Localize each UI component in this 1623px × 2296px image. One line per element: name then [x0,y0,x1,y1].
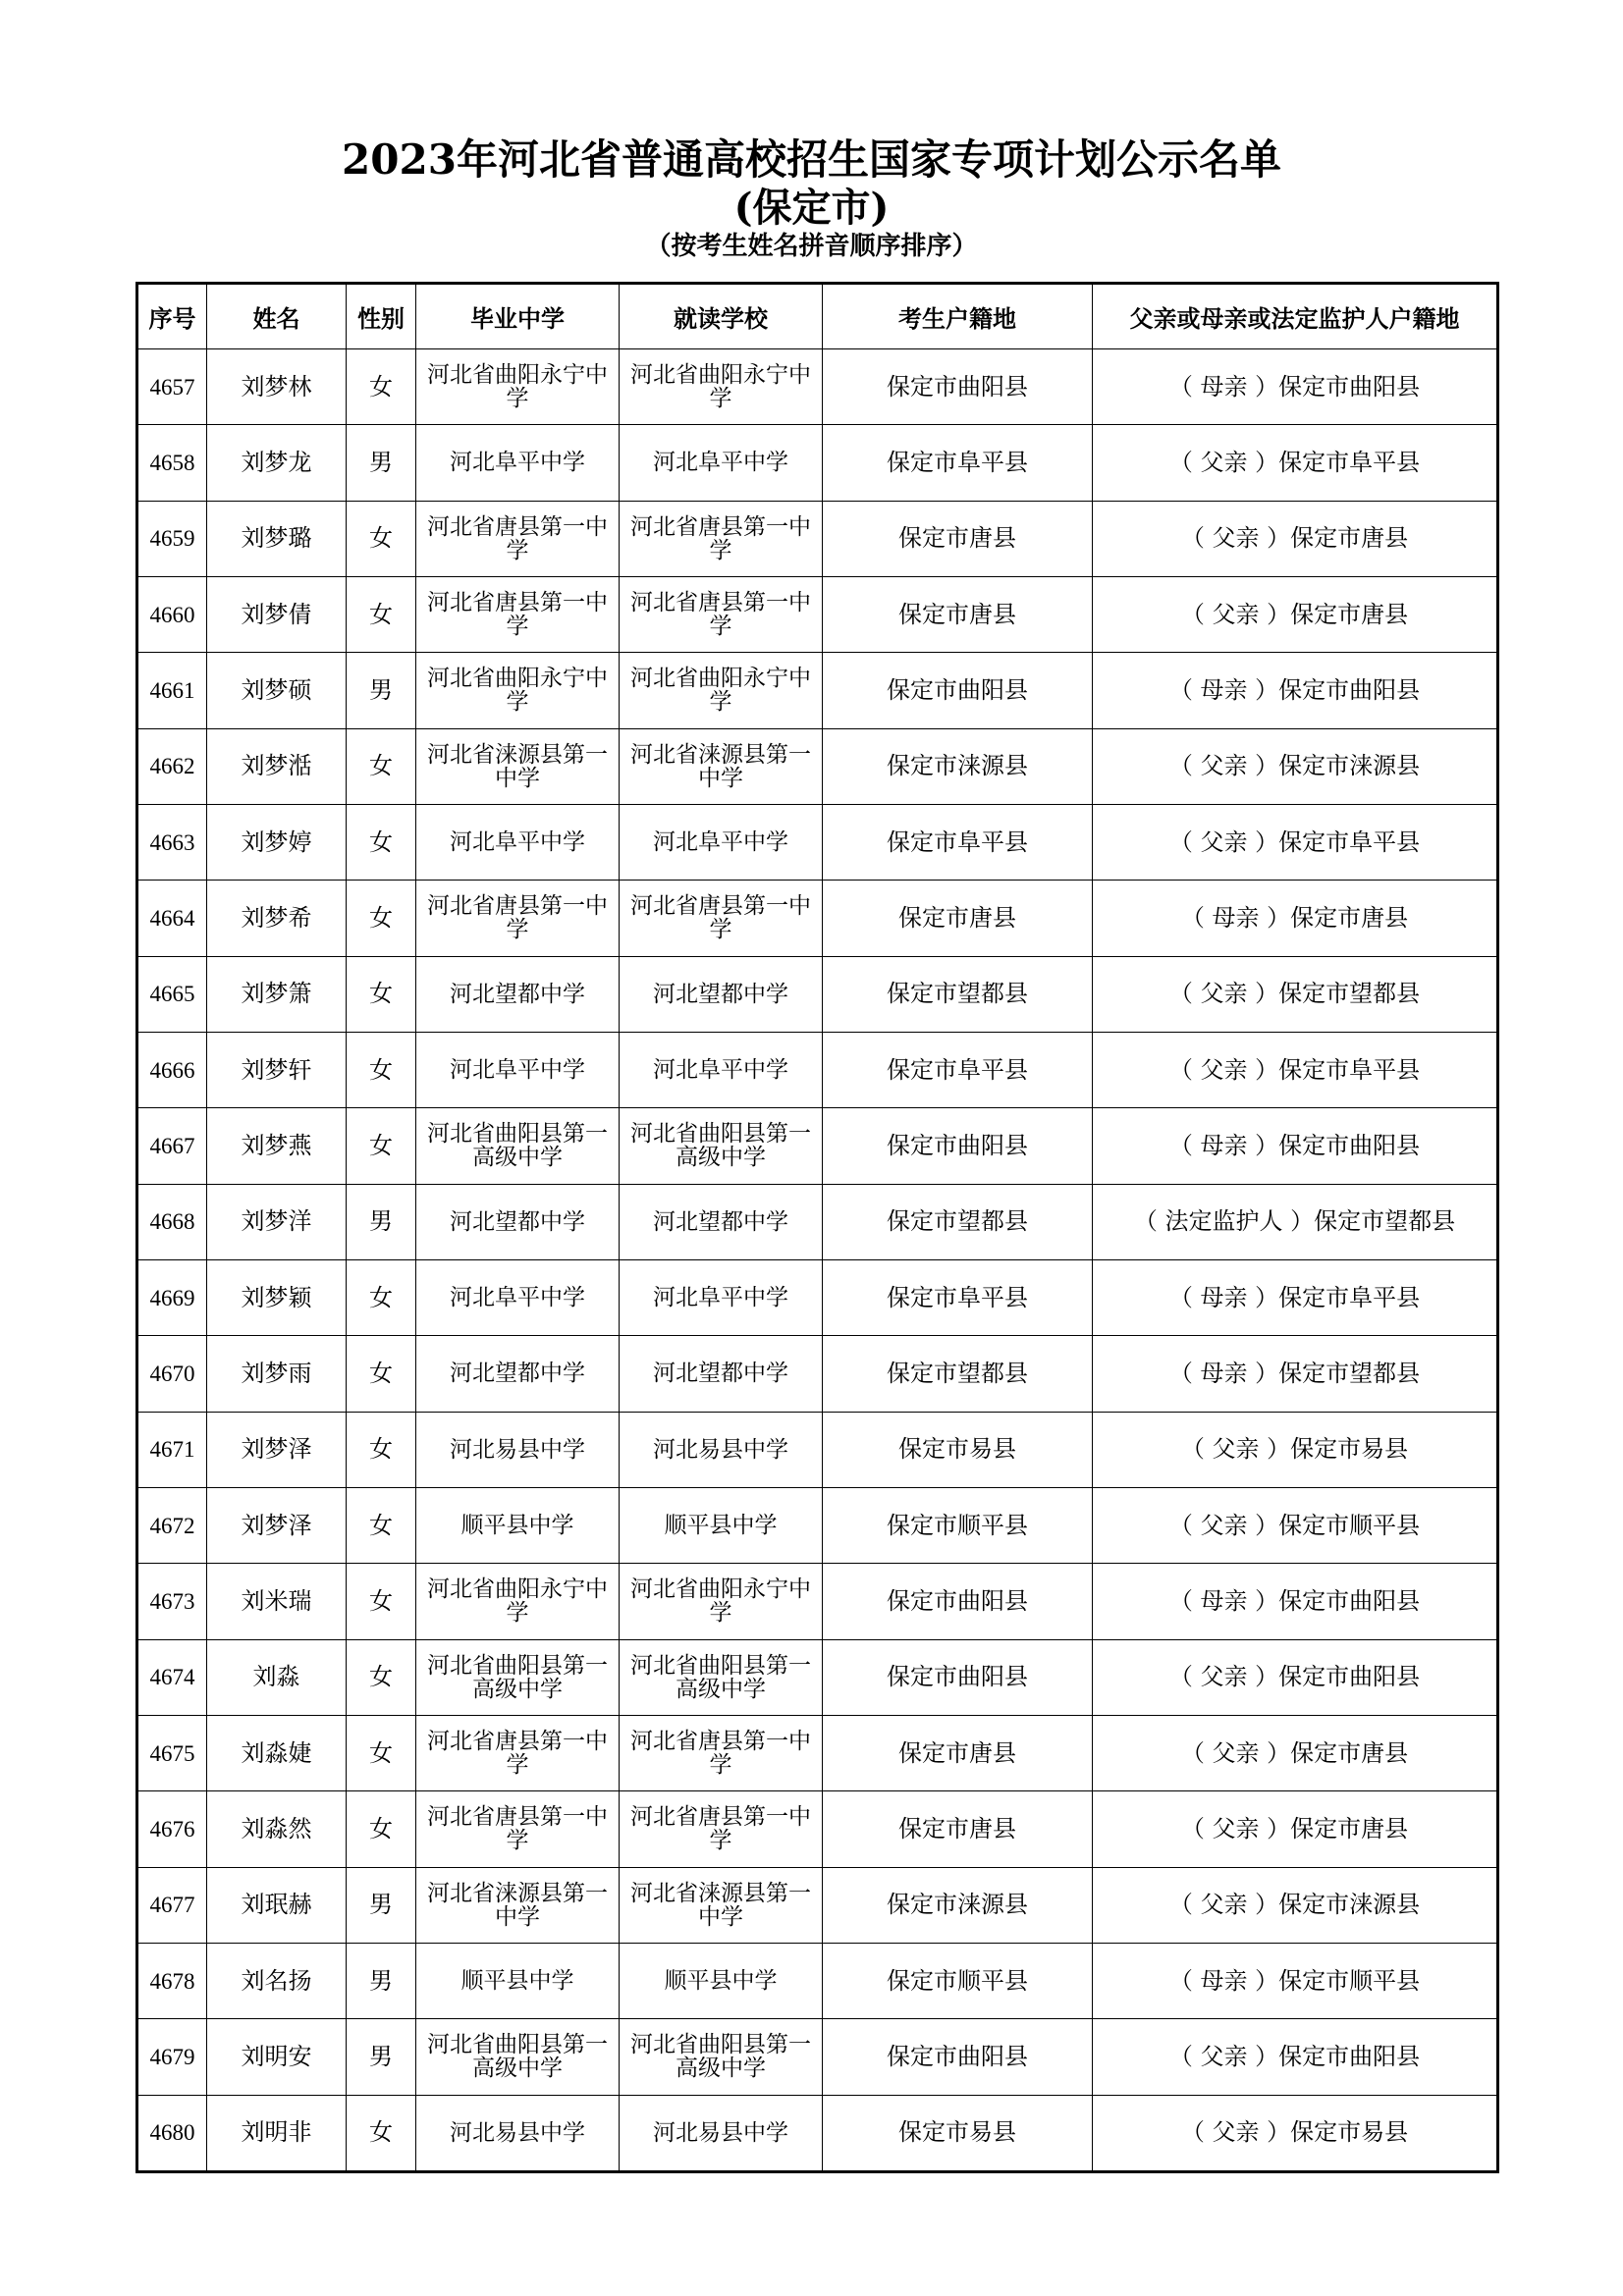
cell-name: 刘梦泽 [207,1487,347,1563]
cell-seq: 4670 [137,1336,207,1412]
cell-seq: 4674 [137,1639,207,1715]
cell-gender: 女 [347,728,416,804]
cell-guardian-registration: （ 父亲 ）保定市曲阳县 [1093,1639,1498,1715]
cell-seq: 4659 [137,501,207,576]
table-row [137,1336,1498,1412]
table-header-row [137,284,1498,349]
cell-gender: 女 [347,1791,416,1867]
cell-name: 刘梦泽 [207,1412,347,1487]
cell-name: 刘梦璐 [207,501,347,576]
cell-current-school: 河北易县中学 [620,2095,823,2171]
table-row [137,501,1498,576]
cell-household-registration: 保定市唐县 [823,1715,1093,1790]
cell-current-school: 河北省曲阳永宁中学 [620,653,823,728]
header-guardian-registration: 父亲或母亲或法定监护人户籍地 [1093,284,1498,349]
cell-guardian-registration: （ 父亲 ）保定市易县 [1093,2095,1498,2171]
cell-guardian-registration: （ 母亲 ）保定市曲阳县 [1093,1108,1498,1184]
cell-name: 刘梦颖 [207,1259,347,1335]
cell-guardian-registration: （ 母亲 ）保定市唐县 [1093,881,1498,956]
cell-name: 刘梦洋 [207,1184,347,1259]
cell-gender: 女 [347,1564,416,1639]
cell-current-school: 顺平县中学 [620,1487,823,1563]
cell-graduation-school: 河北省涞源县第一中学 [416,1867,620,1943]
cell-current-school: 河北望都中学 [620,956,823,1032]
cell-seq: 4661 [137,653,207,728]
cell-household-registration: 保定市曲阳县 [823,1108,1093,1184]
table-row [137,728,1498,804]
cell-name: 刘淼然 [207,1791,347,1867]
table-row [137,1715,1498,1790]
cell-gender: 女 [347,1412,416,1487]
cell-gender: 女 [347,804,416,880]
cell-seq: 4676 [137,1791,207,1867]
cell-household-registration: 保定市唐县 [823,1791,1093,1867]
table-row [137,1943,1498,2018]
table-row [137,804,1498,880]
cell-current-school: 河北省唐县第一中学 [620,1791,823,1867]
header-seq: 序号 [137,284,207,349]
table-row [137,1412,1498,1487]
cell-name: 刘梦湉 [207,728,347,804]
header-current-school: 就读学校 [620,284,823,349]
cell-current-school: 河北望都中学 [620,1336,823,1412]
cell-graduation-school: 河北省涞源县第一中学 [416,728,620,804]
cell-name: 刘梦雨 [207,1336,347,1412]
cell-current-school: 河北阜平中学 [620,1259,823,1335]
cell-name: 刘梦箫 [207,956,347,1032]
cell-current-school: 河北望都中学 [620,1184,823,1259]
table-row [137,1791,1498,1867]
cell-graduation-school: 河北省曲阳县第一高级中学 [416,1639,620,1715]
sort-note: （按考生姓名拼音顺序排序） [645,232,978,261]
cell-guardian-registration: （ 父亲 ）保定市唐县 [1093,1715,1498,1790]
cell-household-registration: 保定市易县 [823,1412,1093,1487]
table-row [137,1108,1498,1184]
table-row [137,2095,1498,2171]
table-row [137,956,1498,1032]
cell-gender: 女 [347,956,416,1032]
cell-seq: 4673 [137,1564,207,1639]
cell-guardian-registration: （ 母亲 ）保定市曲阳县 [1093,1564,1498,1639]
cell-household-registration: 保定市曲阳县 [823,1639,1093,1715]
cell-graduation-school: 河北望都中学 [416,1336,620,1412]
cell-name: 刘名扬 [207,1943,347,2018]
cell-gender: 女 [347,1487,416,1563]
cell-seq: 4668 [137,1184,207,1259]
table-row [137,1184,1498,1259]
table-body [137,349,1498,2172]
cell-household-registration: 保定市涞源县 [823,728,1093,804]
cell-seq: 4666 [137,1032,207,1107]
table-row [137,1639,1498,1715]
table-row [137,653,1498,728]
cell-seq: 4678 [137,1943,207,2018]
cell-guardian-registration: （ 母亲 ）保定市阜平县 [1093,1259,1498,1335]
cell-guardian-registration: （ 父亲 ）保定市阜平县 [1093,425,1498,501]
cell-name: 刘梦倩 [207,576,347,652]
page-title: 2023年河北省普通高校招生国家专项计划公示名单 [342,135,1281,184]
cell-current-school: 河北阜平中学 [620,1032,823,1107]
cell-household-registration: 保定市唐县 [823,576,1093,652]
cell-current-school: 河北省曲阳县第一高级中学 [620,2019,823,2095]
cell-seq: 4680 [137,2095,207,2171]
header-gender: 性别 [347,284,416,349]
cell-household-registration: 保定市望都县 [823,956,1093,1032]
cell-current-school: 河北省曲阳县第一高级中学 [620,1639,823,1715]
table-row [137,881,1498,956]
cell-graduation-school: 河北阜平中学 [416,1259,620,1335]
cell-graduation-school: 顺平县中学 [416,1943,620,2018]
cell-name: 刘米瑞 [207,1564,347,1639]
cell-graduation-school: 河北省曲阳县第一高级中学 [416,2019,620,2095]
table-row [137,425,1498,501]
cell-household-registration: 保定市易县 [823,2095,1093,2171]
table-row [137,1032,1498,1107]
cell-graduation-school: 河北省曲阳永宁中学 [416,1564,620,1639]
cell-graduation-school: 河北省唐县第一中学 [416,501,620,576]
cell-guardian-registration: （ 母亲 ）保定市曲阳县 [1093,349,1498,425]
table-row [137,1867,1498,1943]
cell-current-school: 河北易县中学 [620,1412,823,1487]
cell-seq: 4671 [137,1412,207,1487]
cell-graduation-school: 河北省唐县第一中学 [416,1715,620,1790]
cell-graduation-school: 河北阜平中学 [416,1032,620,1107]
cell-name: 刘梦燕 [207,1108,347,1184]
cell-household-registration: 保定市望都县 [823,1336,1093,1412]
cell-current-school: 河北省唐县第一中学 [620,501,823,576]
cell-guardian-registration: （ 父亲 ）保定市阜平县 [1093,1032,1498,1107]
cell-current-school: 河北省曲阳永宁中学 [620,349,823,425]
cell-gender: 男 [347,425,416,501]
cell-guardian-registration: （ 母亲 ）保定市顺平县 [1093,1943,1498,2018]
cell-name: 刘淼婕 [207,1715,347,1790]
cell-name: 刘梦婷 [207,804,347,880]
cell-current-school: 河北省曲阳永宁中学 [620,1564,823,1639]
cell-household-registration: 保定市曲阳县 [823,653,1093,728]
cell-name: 刘明非 [207,2095,347,2171]
cell-graduation-school: 河北省唐县第一中学 [416,576,620,652]
cell-gender: 女 [347,2095,416,2171]
cell-name: 刘梦希 [207,881,347,956]
cell-name: 刘淼 [207,1639,347,1715]
cell-graduation-school: 河北省曲阳永宁中学 [416,349,620,425]
cell-graduation-school: 河北望都中学 [416,956,620,1032]
cell-guardian-registration: （ 父亲 ）保定市易县 [1093,1412,1498,1487]
cell-household-registration: 保定市望都县 [823,1184,1093,1259]
header-graduation-school: 毕业中学 [416,284,620,349]
cell-household-registration: 保定市涞源县 [823,1867,1093,1943]
cell-household-registration: 保定市曲阳县 [823,349,1093,425]
cell-gender: 女 [347,1032,416,1107]
cell-current-school: 河北阜平中学 [620,425,823,501]
cell-seq: 4658 [137,425,207,501]
cell-seq: 4667 [137,1108,207,1184]
cell-graduation-school: 河北望都中学 [416,1184,620,1259]
cell-name: 刘梦轩 [207,1032,347,1107]
cell-graduation-school: 河北阜平中学 [416,425,620,501]
header-household-registration: 考生户籍地 [823,284,1093,349]
cell-seq: 4675 [137,1715,207,1790]
cell-name: 刘梦林 [207,349,347,425]
cell-guardian-registration: （ 父亲 ）保定市望都县 [1093,956,1498,1032]
cell-graduation-school: 河北易县中学 [416,2095,620,2171]
cell-graduation-school: 河北省唐县第一中学 [416,1791,620,1867]
cell-current-school: 河北阜平中学 [620,804,823,880]
cell-guardian-registration: （ 父亲 ）保定市曲阳县 [1093,2019,1498,2095]
cell-gender: 男 [347,1867,416,1943]
cell-current-school: 顺平县中学 [620,1943,823,2018]
candidate-table [135,282,1499,2173]
cell-current-school: 河北省涞源县第一中学 [620,1867,823,1943]
cell-gender: 女 [347,1336,416,1412]
cell-gender: 男 [347,1184,416,1259]
cell-household-registration: 保定市曲阳县 [823,2019,1093,2095]
cell-gender: 女 [347,1259,416,1335]
cell-gender: 男 [347,1943,416,2018]
cell-seq: 4662 [137,728,207,804]
cell-graduation-school: 河北省唐县第一中学 [416,881,620,956]
cell-gender: 男 [347,2019,416,2095]
cell-seq: 4669 [137,1259,207,1335]
cell-seq: 4665 [137,956,207,1032]
cell-current-school: 河北省涞源县第一中学 [620,728,823,804]
cell-seq: 4672 [137,1487,207,1563]
cell-name: 刘梦硕 [207,653,347,728]
cell-seq: 4677 [137,1867,207,1943]
cell-name: 刘梦龙 [207,425,347,501]
page-subtitle: (保定市) [733,185,890,231]
cell-household-registration: 保定市顺平县 [823,1487,1093,1563]
cell-graduation-school: 河北阜平中学 [416,804,620,880]
cell-guardian-registration: （ 父亲 ）保定市唐县 [1093,576,1498,652]
table-row [137,349,1498,425]
cell-gender: 女 [347,1639,416,1715]
cell-guardian-registration: （ 父亲 ）保定市涞源县 [1093,728,1498,804]
table-row [137,576,1498,652]
cell-guardian-registration: （ 父亲 ）保定市顺平县 [1093,1487,1498,1563]
cell-household-registration: 保定市唐县 [823,881,1093,956]
cell-guardian-registration: （ 母亲 ）保定市望都县 [1093,1336,1498,1412]
cell-graduation-school: 河北省曲阳永宁中学 [416,653,620,728]
table-row [137,1487,1498,1563]
cell-gender: 女 [347,881,416,956]
cell-guardian-registration: （ 法定监护人 ）保定市望都县 [1093,1184,1498,1259]
cell-graduation-school: 顺平县中学 [416,1487,620,1563]
cell-household-registration: 保定市唐县 [823,501,1093,576]
cell-seq: 4663 [137,804,207,880]
cell-seq: 4660 [137,576,207,652]
cell-name: 刘珉赫 [207,1867,347,1943]
header-name: 姓名 [207,284,347,349]
cell-gender: 女 [347,501,416,576]
cell-gender: 男 [347,653,416,728]
cell-gender: 女 [347,349,416,425]
cell-household-registration: 保定市阜平县 [823,425,1093,501]
cell-graduation-school: 河北易县中学 [416,1412,620,1487]
cell-graduation-school: 河北省曲阳县第一高级中学 [416,1108,620,1184]
cell-household-registration: 保定市阜平县 [823,1259,1093,1335]
cell-current-school: 河北省曲阳县第一高级中学 [620,1108,823,1184]
cell-gender: 女 [347,1108,416,1184]
cell-current-school: 河北省唐县第一中学 [620,881,823,956]
cell-guardian-registration: （ 母亲 ）保定市曲阳县 [1093,653,1498,728]
cell-guardian-registration: （ 父亲 ）保定市阜平县 [1093,804,1498,880]
cell-guardian-registration: （ 父亲 ）保定市唐县 [1093,501,1498,576]
cell-household-registration: 保定市阜平县 [823,1032,1093,1107]
cell-current-school: 河北省唐县第一中学 [620,1715,823,1790]
cell-household-registration: 保定市曲阳县 [823,1564,1093,1639]
cell-guardian-registration: （ 父亲 ）保定市唐县 [1093,1791,1498,1867]
cell-guardian-registration: （ 父亲 ）保定市涞源县 [1093,1867,1498,1943]
table-row [137,1564,1498,1639]
cell-seq: 4679 [137,2019,207,2095]
cell-seq: 4664 [137,881,207,956]
cell-gender: 女 [347,576,416,652]
table-row [137,1259,1498,1335]
cell-current-school: 河北省唐县第一中学 [620,576,823,652]
cell-name: 刘明安 [207,2019,347,2095]
cell-seq: 4657 [137,349,207,425]
cell-household-registration: 保定市阜平县 [823,804,1093,880]
table-row [137,2019,1498,2095]
cell-household-registration: 保定市顺平县 [823,1943,1093,2018]
cell-gender: 女 [347,1715,416,1790]
